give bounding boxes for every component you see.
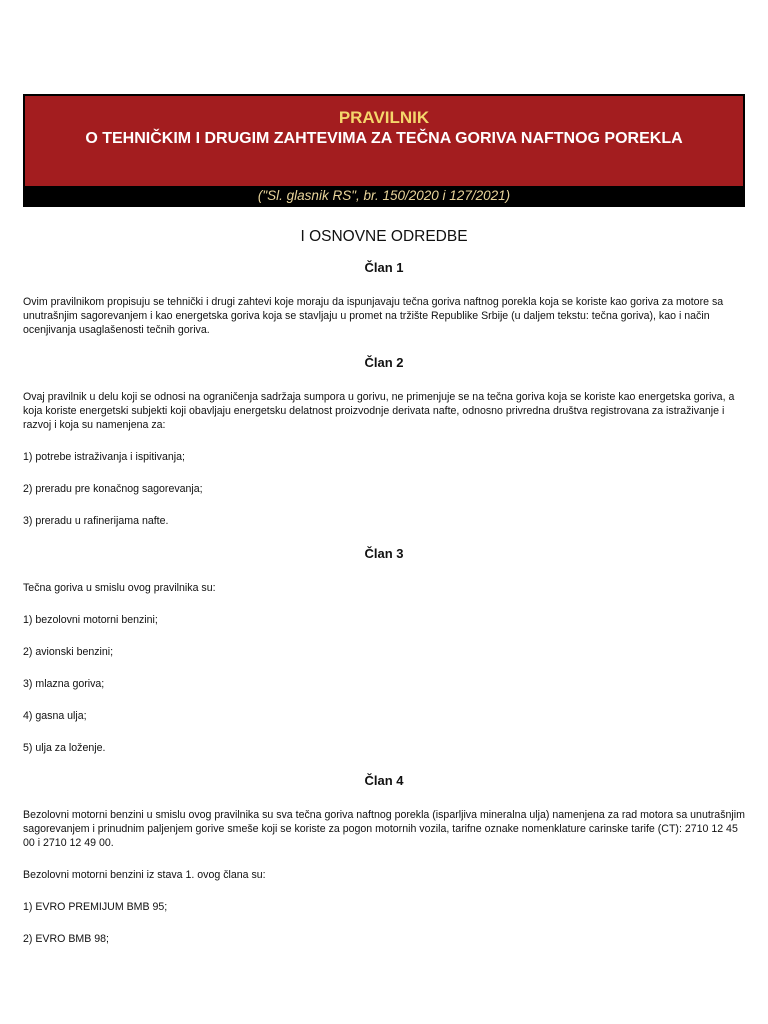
list-item: 5) ulja za loženje. — [23, 742, 106, 754]
list-item: 3) mlazna goriva; — [23, 678, 105, 690]
article-paragraph: Bezolovni motorni benzini u smislu ovog pravilnika su sva tečna goriva naftnog porekla (isparljiva mineralna ulja) namenjena za rad motora sa unutrašnjim sagorevanjem i prinudnim paljenjem gorive smeše koji se koriste za pogon motornih vozila, tarifne oznake nomenklature carinske tarife (CT): 2710 12 45 00 i 2710 12 49 00. — [23, 809, 745, 849]
article-paragraph: Bezolovni motorni benzini iz stava 1. ovog člana su: — [23, 869, 266, 881]
article-paragraph: Ovim pravilnikom propisuju se tehnički i drugi zahtevi koje moraju da ispunjavaju tečna goriva naftnog porekla koja se koriste kao goriva za motore sa unutrašnjim sagorevanjem i kao energetska goriva koja se stavljaju u promet na tržište Republike Srbije (u daljem tekstu: tečna goriva), kao i način ocenjivanja usaglašenosti tečnih goriva. — [23, 296, 724, 336]
list-item: 3) preradu u rafinerijama nafte. — [23, 515, 169, 527]
document-header-banner — [23, 94, 745, 207]
document-title: O TEHNIČKIM I DRUGIM ZAHTEVIMA ZA TEČNA GORIVA NAFTNOG POREKLA — [85, 130, 683, 147]
list-item: 2) avionski benzini; — [23, 646, 114, 658]
list-item: 1) potrebe istraživanja i ispitivanja; — [23, 451, 185, 463]
document-type-title: PRAVILNIK — [338, 108, 430, 127]
list-item: 2) preradu pre konačnog sagorevanja; — [23, 483, 203, 495]
article-paragraph: Tečna goriva u smislu ovog pravilnika su: — [23, 582, 216, 594]
article-heading: Član 4 — [364, 773, 404, 788]
gazette-reference: ("Sl. glasnik RS", br. 150/2020 i 127/2021) — [25, 186, 743, 205]
article-heading: Član 1 — [364, 260, 404, 275]
article-paragraph: Ovaj pravilnik u delu koji se odnosi na ograničenja sadržaja sumpora u gorivu, ne primenjuje se na tečna goriva koja se koriste kao energetska goriva, a koja koriste energetski subjekti koji obavljaju energetsku delatnost proizvodnje derivata nafte, odnosno privredna društva registrovana za istraživanje i razvoj i koja su namenjena za: — [23, 391, 735, 431]
list-item: 1) bezolovni motorni benzini; — [23, 614, 158, 626]
list-item: 2) EVRO BMB 98; — [23, 933, 109, 945]
list-item: 4) gasna ulja; — [23, 710, 87, 722]
article-heading: Član 3 — [364, 546, 404, 561]
document-body — [23, 220, 745, 964]
section-title: I OSNOVNE ODREDBE — [300, 228, 468, 245]
list-item: 1) EVRO PREMIJUM BMB 95; — [23, 901, 168, 913]
article-heading: Član 2 — [364, 355, 404, 370]
